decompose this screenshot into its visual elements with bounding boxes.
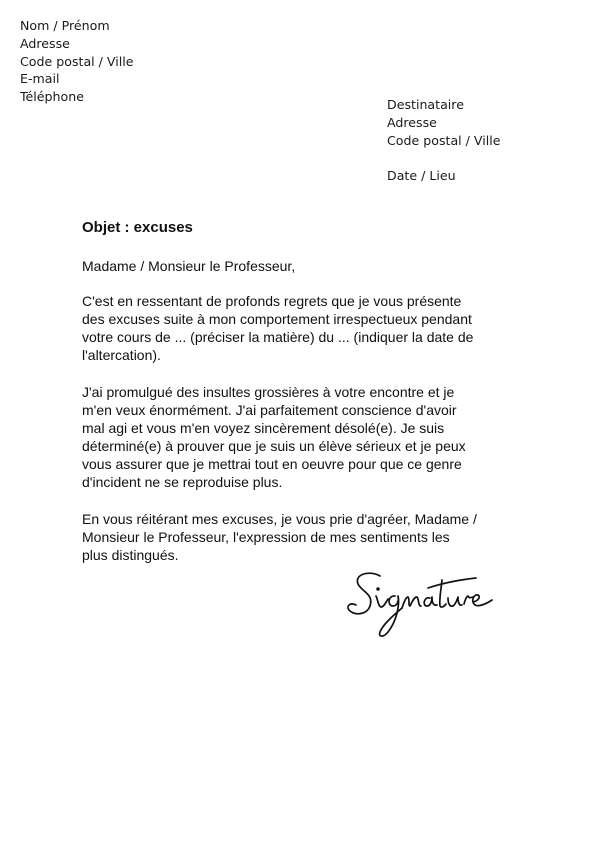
- paragraph-line: J'ai promulgué des insultes grossières à votre encontre et je: [82, 384, 455, 400]
- sender-phone: Téléphone: [20, 89, 84, 105]
- paragraph-line: En vous réitérant mes excuses, je vous prie d'agréer, Madame /: [82, 511, 477, 527]
- sender-block: [20, 17, 134, 106]
- recipient-address: Adresse: [387, 114, 437, 130]
- paragraph-line: Monsieur le Professeur, l'expression de mes sentiments les: [82, 529, 450, 546]
- sender-postal-city: Code postal / Ville: [20, 53, 134, 69]
- sender-address: Adresse: [20, 35, 70, 51]
- body-paragraph-2: [82, 383, 522, 492]
- closing-paragraph: [82, 510, 522, 564]
- recipient-block: [387, 96, 501, 150]
- date-place: [387, 167, 456, 185]
- paragraph-line: m'en veux énormément. J'ai parfaitement conscience d'avoir: [82, 402, 457, 419]
- sender-email: E-mail: [20, 71, 60, 87]
- paragraph-line: des excuses suite à mon comportement irrespectueux pendant: [82, 311, 472, 328]
- body-paragraph-1: [82, 292, 522, 364]
- salutation: Madame / Monsieur le Professeur,: [82, 258, 296, 274]
- subject-line: Objet : excuses: [82, 219, 193, 236]
- paragraph-line: plus distingués.: [82, 547, 179, 564]
- paragraph-line: mal agi et vous m'en voyez sincèrement désolé(e). Je suis: [82, 420, 445, 437]
- recipient-postal-city: Code postal / Ville: [387, 132, 501, 148]
- paragraph-line: vous assurer que je mettrai tout en oeuvre pour que ce genre: [82, 456, 462, 473]
- date-place-text: Date / Lieu: [387, 168, 456, 183]
- recipient-name: Destinataire: [387, 97, 464, 112]
- paragraph-line: d'incident ne se reproduise plus.: [82, 474, 283, 491]
- paragraph-line: votre cours de ... (préciser la matière) du ... (indiquer la date de: [82, 329, 474, 346]
- sender-name: Nom / Prénom: [20, 18, 110, 33]
- paragraph-line: déterminé(e) à prouver que je suis un élève sérieux et je peux: [82, 438, 466, 455]
- paragraph-line: l'altercation).: [82, 347, 161, 364]
- paragraph-line: C'est en ressentant de profonds regrets que je vous présente: [82, 293, 462, 309]
- handwritten-signature: [340, 566, 500, 644]
